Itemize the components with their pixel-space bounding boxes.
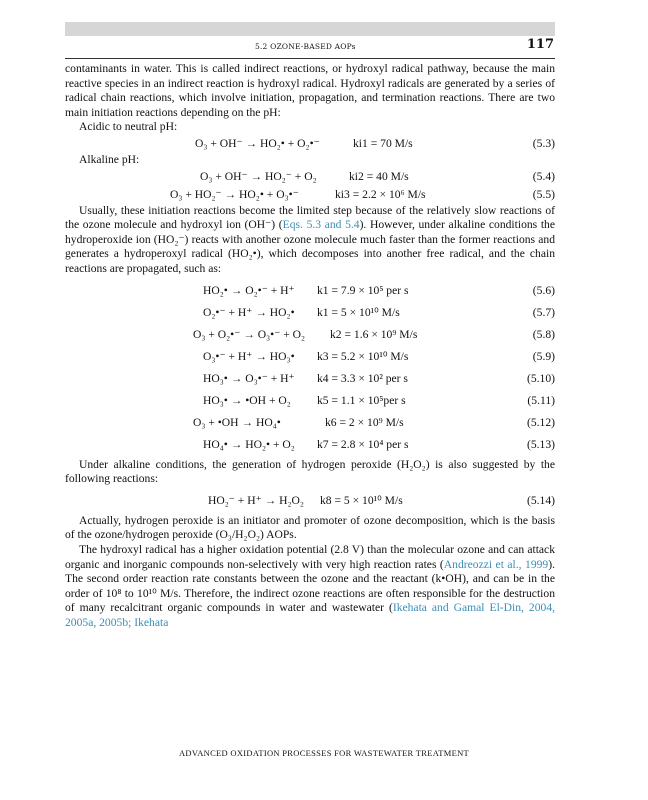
citation-link[interactable]: Ikehata and Gamal El-Din, 2004, 2005a, 2005b; Ikehata — [65, 601, 556, 629]
equation-expression: O₃ + •OH → HO₄• — [193, 415, 281, 429]
body-text — [65, 62, 555, 630]
equation-5-11 — [65, 392, 555, 414]
paragraph-hydroxyl-radical — [65, 543, 555, 631]
equation-number: (5.7) — [532, 305, 555, 319]
paragraph-text: The hydroxyl radical has a higher oxidation potential (2.8 V) than the molecular ozone and can attack organic and inorganic compounds non-selectively with very high reaction rates ( — [65, 542, 555, 571]
equation-rate: k4 = 3.3 × 10² per s — [317, 371, 408, 385]
paragraph-text: ). The second order reaction rate constants between the ozone and the reactant (k•OH), and can be in the order of 10⁸ to 10¹⁰ M/s. Therefore, the indirect ozone reactions are often responsible for the destruction of many recalcitrant organic compounds in water and wastewater ( — [65, 557, 555, 615]
equation-5-8 — [65, 326, 555, 348]
acidic-label: Acidic to neutral pH: — [79, 120, 178, 134]
equation-number: (5.14) — [526, 493, 555, 507]
equation-expression: O₃•⁻ + H⁺ → HO₃• — [203, 349, 295, 363]
equation-rate: k1 = 5 × 10¹⁰ M/s — [317, 305, 400, 319]
equation-number: (5.12) — [526, 415, 555, 429]
equation-rate: k1 = 7.9 × 10⁵ per s — [317, 283, 409, 297]
paragraph-text: Usually, these initiation reactions become the limited step because of the relatively slow reactions of the ozone molecule and hydroxyl ion (OH⁻) ( — [65, 203, 555, 232]
equation-expression: O₂•⁻ + H⁺ → HO₂• — [203, 305, 295, 319]
equation-5-5 — [65, 186, 555, 204]
equation-number: (5.3) — [532, 136, 555, 150]
equation-rate: ki2 = 40 M/s — [349, 169, 409, 183]
equation-number: (5.5) — [532, 187, 555, 201]
equation-expression: HO₄• → HO₂• + O₂ — [203, 437, 295, 451]
equation-rate: ki3 = 2.2 × 10⁶ M/s — [335, 187, 426, 201]
paragraph-hydrogen-peroxide: Actually, hydrogen peroxide is an initiator and promoter of ozone decomposition, which is the basis of the ozone/hydrogen peroxide (O₃/H₂O₂) AOPs. — [65, 513, 555, 542]
paragraph-alkaline: Under alkaline conditions, the generation of hydrogen peroxide (H₂O₂) is also suggested by the following reactions: — [65, 457, 555, 486]
alkaline-label: Alkaline pH: — [79, 152, 140, 166]
equation-expression: HO₃• → O₃•⁻ + H⁺ — [203, 371, 295, 385]
equation-5-9 — [65, 348, 555, 370]
equation-rate: k6 = 2 × 10⁹ M/s — [325, 415, 404, 429]
equation-number: (5.13) — [526, 437, 555, 451]
equation-expression: HO₃• → •OH + O₂ — [203, 393, 291, 407]
citation-link[interactable]: Andreozzi et al., 1999 — [443, 557, 549, 571]
equation-number: (5.4) — [532, 169, 555, 183]
equation-5-6 — [65, 282, 555, 304]
page-footer: ADVANCED OXIDATION PROCESSES FOR WASTEWATER TREATMENT — [178, 748, 470, 758]
equation-expression: O₃ + O₂•⁻ → O₃•⁻ + O₂ — [193, 327, 306, 341]
equation-number: (5.11) — [527, 393, 555, 407]
equation-5-14 — [65, 492, 555, 514]
paragraph-initiation — [65, 204, 555, 277]
equation-expression: HO₂⁻ + H⁺ → H₂O₂ — [208, 493, 304, 507]
equation-5-12 — [65, 414, 555, 436]
equation-5-4 — [65, 168, 555, 186]
equation-number: (5.10) — [526, 371, 555, 385]
equation-rate: k2 = 1.6 × 10⁹ M/s — [330, 327, 418, 341]
equation-expression: O₃ + OH⁻ → HO₂• + O₂•⁻ — [195, 136, 320, 150]
equation-5-3 — [65, 135, 555, 153]
header-bar — [65, 22, 555, 36]
equation-number: (5.8) — [532, 327, 555, 341]
equation-number: (5.6) — [532, 283, 555, 297]
equation-rate: k3 = 5.2 × 10¹⁰ M/s — [317, 349, 409, 363]
equation-rate: ki1 = 70 M/s — [353, 136, 413, 150]
running-head: 5.2 OZONE-BASED AOPs — [255, 42, 356, 51]
equation-expression: O₃ + HO₂⁻ → HO₂• + O₃•⁻ — [170, 187, 299, 201]
equation-rate: k8 = 5 × 10¹⁰ M/s — [320, 493, 403, 507]
intro-paragraph: contaminants in water. This is called indirect reactions, or hydroxyl radical pathway, because the main reactive species in an indirect reaction is hydroxyl radical. Hydroxyl radicals are generated by a series of radical chain reactions, which involve initiation, propagation, and termination reactions. There are two main initiation reactions depending on the pH: — [65, 62, 555, 119]
paragraph-text: ). However, under alkaline conditions the hydroperoxide ion (HO₂⁻) reacts with another ozone molecule much faster than the former reactions and generates a hydroperoxyl radical (HO₂•), which decomposes into another free radical, and the chain reactions are propagated, such as: — [65, 218, 555, 275]
equation-5-10 — [65, 370, 555, 392]
equation-5-13 — [65, 436, 555, 458]
equation-number: (5.9) — [532, 349, 555, 363]
equation-rate: k7 = 2.8 × 10⁴ per s — [317, 437, 409, 451]
equation-reference-link[interactable]: Eqs. 5.3 and 5.4 — [282, 218, 360, 232]
equation-rate: k5 = 1.1 × 10⁵per s — [317, 393, 406, 407]
equation-expression: O₃ + OH⁻ → HO₂⁻ + O₂ — [200, 169, 317, 183]
equation-expression: HO₂• → O₂•⁻ + H⁺ — [203, 283, 295, 297]
page-number: 117 — [526, 37, 554, 52]
equation-5-7 — [65, 304, 555, 326]
